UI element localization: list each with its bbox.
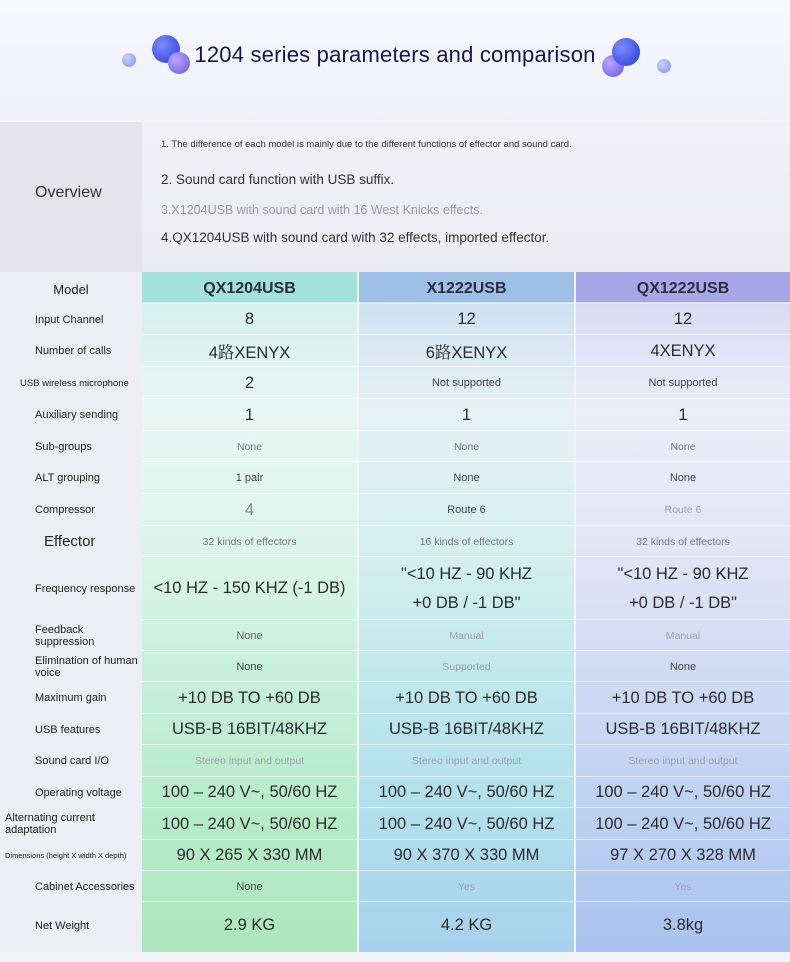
table-cell: [576, 808, 790, 840]
table-cell: [576, 557, 790, 620]
cell-value: Yes: [674, 880, 692, 893]
model-header: X1222USB: [359, 272, 574, 302]
table-cell: [359, 526, 574, 557]
table-cell: [142, 367, 357, 399]
table-cell: [576, 714, 790, 745]
cell-value: Yes: [457, 880, 476, 893]
table-cell: [142, 620, 357, 651]
decor-ball-icon: [612, 38, 640, 66]
cell-value: Stereo input and output: [194, 755, 305, 767]
model-header: QX1204USB: [142, 272, 357, 302]
table-cell: [142, 840, 357, 871]
table-cell: [359, 840, 574, 871]
row-label: Feedback suppression: [35, 623, 95, 648]
overview-line-2: 2. Sound card function with USB suffix.: [161, 172, 395, 187]
cell-value: Not supported: [648, 377, 718, 389]
cell-value: Manual: [449, 629, 484, 642]
cell-value: 8: [244, 310, 255, 328]
overview-text: [142, 122, 790, 272]
row-label: ALT grouping: [35, 472, 101, 484]
cell-value: Manual: [665, 629, 701, 642]
row-label: USB wireless microphone: [20, 377, 129, 389]
overview-label: Overview: [35, 184, 102, 201]
table-cell: [142, 557, 357, 620]
table-cell: [576, 462, 790, 494]
table-cell: [359, 620, 574, 651]
row-label: Input Channel: [35, 313, 104, 326]
table-cell: [576, 431, 790, 462]
row-label: Dimensions (height X width X depth): [5, 851, 127, 860]
row-label: Elimination of human voice: [35, 654, 138, 679]
cell-value: 2: [244, 373, 255, 392]
cell-value: 6路XENYX: [425, 344, 508, 362]
cell-value: 1: [244, 405, 255, 424]
table-cell: [576, 335, 790, 367]
cell-value: 1: [678, 405, 688, 424]
cell-value: 90 X 265 X 330 MM: [176, 846, 323, 864]
overview-section: [0, 122, 790, 272]
table-cell: [576, 526, 790, 557]
table-cell: [359, 777, 574, 808]
cell-value: 12: [673, 310, 693, 328]
row-label-column: [0, 272, 142, 952]
cell-value: 100 – 240 V~, 50/60 HZ: [378, 814, 555, 833]
table-cell: [359, 335, 574, 367]
cell-value: Stereo input and output: [628, 755, 738, 767]
cell-value: 100 – 240 V~, 50/60 HZ: [378, 783, 555, 801]
table-cell: [576, 367, 790, 399]
cell-value: None: [669, 660, 697, 673]
table-cell: [359, 871, 574, 902]
cell-value: USB-B 16BIT/48KHZ: [389, 720, 544, 738]
table-cell: [142, 714, 357, 745]
model-column-qx1222usb: [576, 272, 790, 952]
row-label: Sub-groups: [35, 440, 92, 453]
table-cell: [359, 902, 574, 949]
row-label: Operating voltage: [35, 786, 122, 799]
cell-value-line2: +0 DB / -1 DB": [412, 593, 521, 612]
table-cell: [576, 494, 790, 526]
cell-value: "<10 HZ - 90 KHZ: [617, 564, 749, 583]
cell-value: None: [453, 440, 480, 453]
table-cell: [142, 651, 357, 682]
cell-value: Route 6: [664, 504, 702, 516]
table-cell: [142, 304, 357, 335]
cell-value: None: [670, 440, 696, 453]
cell-value-line2: +0 DB / -1 DB": [628, 593, 738, 612]
row-label: USB features: [35, 723, 101, 736]
table-cell: [359, 808, 574, 840]
table-cell: [359, 745, 574, 777]
table-cell: [576, 902, 790, 949]
table-cell: [576, 745, 790, 777]
model-column-qx1204usb: [142, 272, 357, 952]
cell-value: 32 kinds of effectors: [636, 535, 730, 548]
row-label: Sound card I/O: [35, 755, 109, 767]
cell-value: Not supported: [431, 377, 502, 389]
table-cell: [359, 682, 574, 714]
row-label: Alternating current adaptation: [5, 812, 95, 836]
row-label: Effector: [44, 533, 96, 550]
cell-value: 4.2 KG: [440, 916, 493, 934]
table-cell: [576, 777, 790, 808]
row-label: Cabinet Accessories: [35, 880, 135, 893]
cell-value: 12: [457, 310, 476, 328]
row-label: Auxiliary sending: [35, 409, 119, 421]
cell-value: <10 HZ - 150 KHZ (-1 DB): [153, 579, 346, 597]
cell-value: Supported: [442, 660, 491, 673]
cell-value: USB-B 16BIT/48KHZ: [172, 720, 327, 738]
cell-value: None: [236, 880, 263, 893]
table-cell: [359, 651, 574, 682]
cell-value: +10 DB TO +60 DB: [395, 688, 538, 707]
table-cell: [359, 431, 574, 462]
cell-value: 3.8kg: [662, 916, 704, 934]
table-cell: [142, 526, 357, 557]
row-label: Frequency response: [35, 582, 136, 595]
table-cell: [576, 399, 790, 431]
cell-value: "<10 HZ - 90 KHZ: [400, 564, 533, 583]
table-cell: [359, 462, 574, 494]
cell-value: 97 X 270 X 328 MM: [610, 846, 756, 864]
cell-value: None: [236, 660, 263, 673]
overview-line-1: 1. The difference of each model is mainly due to the different functions of effector and sound card.: [161, 139, 572, 150]
cell-value: None: [669, 472, 697, 484]
page-header: [0, 0, 790, 120]
cell-value: 90 X 370 X 330 MM: [393, 846, 540, 864]
table-cell: [359, 557, 574, 620]
row-label: Number of calls: [35, 345, 112, 357]
table-cell: [142, 462, 357, 494]
page-title: 1204 series parameters and comparison: [194, 42, 596, 67]
table-cell: [576, 682, 790, 714]
table-cell: [576, 620, 790, 651]
table-cell: [142, 777, 357, 808]
row-label: Maximum gain: [35, 692, 107, 704]
cell-value: 4: [244, 500, 255, 519]
decor-ball-icon: [657, 59, 671, 73]
cell-value: 32 kinds of effectors: [202, 535, 297, 548]
cell-value: 100 – 240 V~, 50/60 HZ: [595, 814, 771, 833]
cell-value: 100 – 240 V~, 50/60 HZ: [161, 783, 338, 801]
table-cell: [142, 431, 357, 462]
row-label: Compressor: [35, 504, 95, 516]
overview-label-cell: [0, 122, 142, 272]
table-cell: [142, 335, 357, 367]
cell-value: +10 DB TO +60 DB: [611, 688, 755, 707]
cell-value: 16 kinds of effectors: [419, 535, 514, 548]
table-cell: [142, 745, 357, 777]
cell-value: USB-B 16BIT/48KHZ: [605, 720, 761, 738]
cell-value: 4路XENYX: [208, 344, 291, 362]
table-cell: [576, 871, 790, 902]
table-cell: [142, 682, 357, 714]
table-cell: [359, 714, 574, 745]
table-cell: [359, 304, 574, 335]
comparison-table: [0, 272, 790, 952]
table-cell: [142, 808, 357, 840]
table-cell: [359, 494, 574, 526]
table-cell: [142, 902, 357, 949]
row-label: Net Weight: [35, 919, 90, 932]
cell-value: 1 pair: [235, 472, 264, 484]
model-column-x1222usb: [359, 272, 574, 952]
cell-value: 1: [461, 405, 472, 424]
cell-value: 2.9 KG: [223, 916, 276, 934]
cell-value: None: [453, 472, 480, 484]
overview-line-3: 3.X1204USB with sound card with 16 West Knicks effects.: [161, 203, 483, 217]
table-cell: [142, 399, 357, 431]
table-cell: [142, 871, 357, 902]
cell-value: Route 6: [447, 504, 486, 516]
table-cell: [576, 840, 790, 871]
table-cell: [576, 651, 790, 682]
table-cell: [359, 367, 574, 399]
table-cell: [142, 494, 357, 526]
cell-value: 4XENYX: [650, 341, 716, 360]
cell-value: +10 DB TO +60 DB: [178, 688, 321, 707]
cell-value: None: [236, 440, 263, 453]
table-cell: [359, 399, 574, 431]
overview-line-4: 4.QX1204USB with sound card with 32 effects, imported effector.: [161, 230, 550, 245]
cell-value: Stereo input and output: [411, 755, 522, 767]
model-label: Model: [53, 281, 89, 297]
cell-value: 100 – 240 V~, 50/60 HZ: [595, 783, 771, 801]
cell-value: 100 – 240 V~, 50/60 HZ: [161, 814, 338, 833]
cell-value: None: [236, 629, 263, 642]
model-header: QX1222USB: [576, 272, 790, 302]
table-cell: [576, 304, 790, 335]
